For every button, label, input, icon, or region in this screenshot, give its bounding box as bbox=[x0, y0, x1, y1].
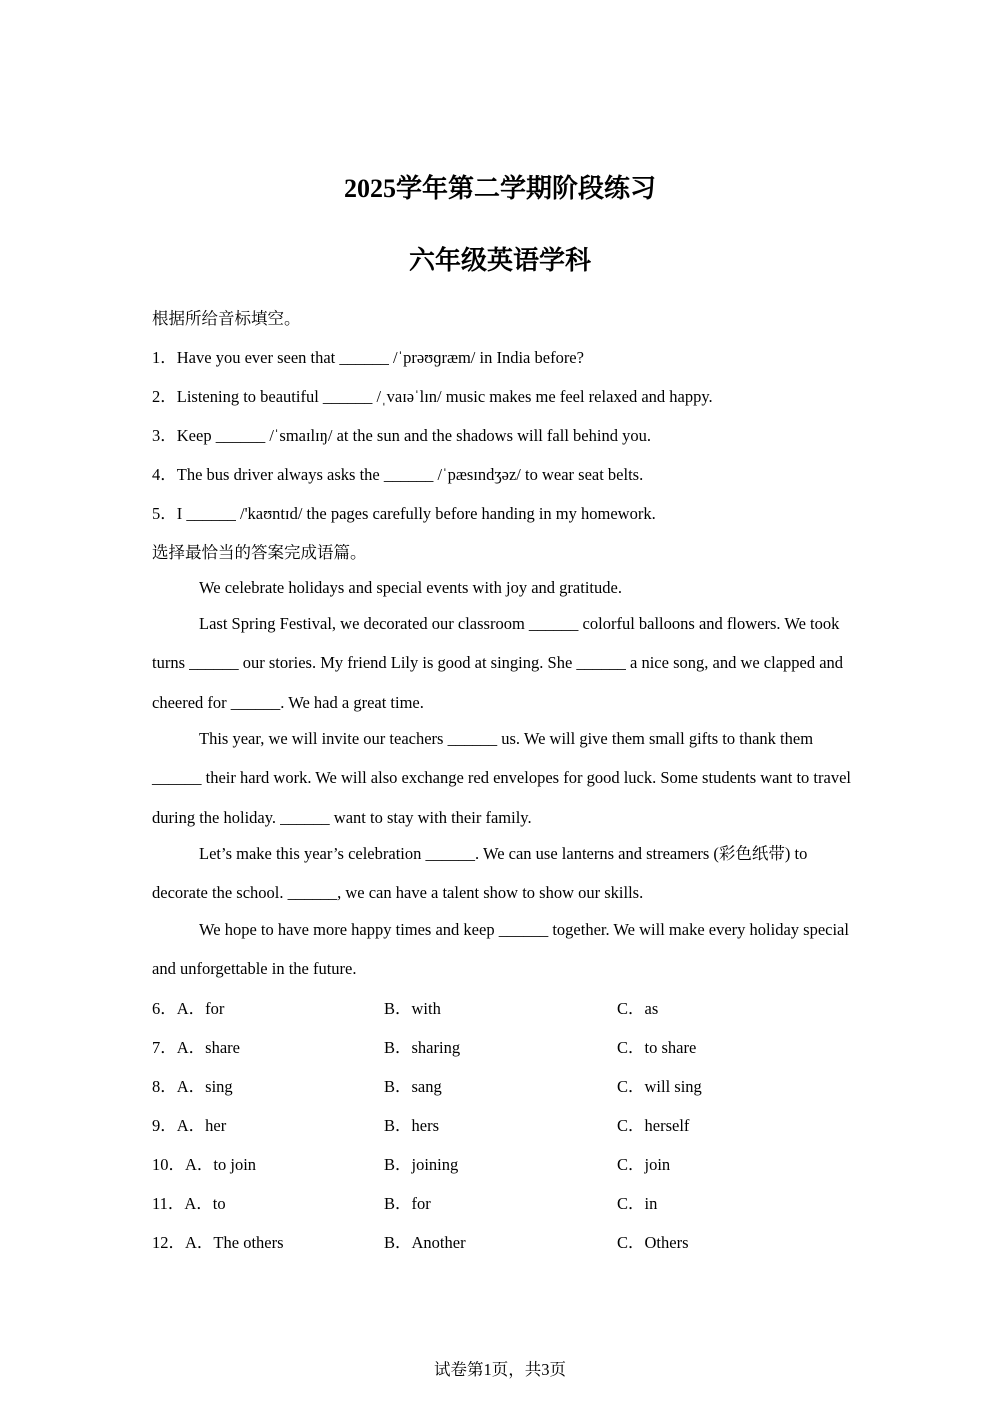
option-row bbox=[152, 1034, 852, 1056]
option-a: 9．A．her bbox=[152, 1116, 227, 1135]
option-a: 8．A．sing bbox=[152, 1077, 233, 1096]
question-5: 5．I ______ /'kaʊntɪd/ the pages carefully before handing in my homework. bbox=[152, 504, 656, 523]
option-row bbox=[152, 1151, 852, 1173]
passage-paragraph: We celebrate holidays and special events with joy and gratitude. bbox=[199, 578, 622, 597]
option-b: B．for bbox=[384, 1194, 431, 1213]
option-a: 10．A．to join bbox=[152, 1155, 257, 1174]
option-c: C．will sing bbox=[617, 1077, 702, 1096]
option-row bbox=[152, 1112, 852, 1134]
option-a: 12．A．The others bbox=[152, 1233, 284, 1252]
section1-instruction: 根据所给音标填空。 bbox=[152, 309, 301, 328]
option-c: C．to share bbox=[617, 1038, 697, 1057]
passage-paragraph: Let’s make this year’s celebration ______. We can use lanterns and streamers (彩色纸带) to decorate the school. ______, we can have a talent show to show our skills. bbox=[152, 844, 808, 903]
passage-paragraph: Last Spring Festival, we decorated our classroom ______ colorful balloons and flowers. We took turns ______ our stories. My friend Lily is good at singing. She ______ a nice song, and we clapped and cheered for ______. We had a great time. bbox=[152, 614, 844, 712]
option-c: C．Others bbox=[617, 1233, 689, 1252]
option-row bbox=[152, 995, 852, 1017]
question-2: 2．Listening to beautiful ______ /ˌvaɪəˈlɪn/ music makes me feel relaxed and happy. bbox=[152, 387, 713, 406]
option-c: C．join bbox=[617, 1155, 671, 1174]
option-row bbox=[152, 1073, 852, 1095]
option-c: C．as bbox=[617, 999, 659, 1018]
option-b: B．sang bbox=[384, 1077, 442, 1096]
option-c: C．in bbox=[617, 1194, 658, 1213]
question-4: 4．The bus driver always asks the ______ /ˈpæsɪndʒəz/ to wear seat belts. bbox=[152, 465, 644, 484]
question-1: 1．Have you ever seen that ______ /ˈprəʊɡræm/ in India before? bbox=[152, 348, 584, 367]
option-row bbox=[152, 1229, 852, 1251]
page-footer: 试卷第1页，共3页 bbox=[434, 1360, 566, 1379]
option-a: 6．A．for bbox=[152, 999, 225, 1018]
option-b: B．with bbox=[384, 999, 441, 1018]
option-b: B．Another bbox=[384, 1233, 466, 1252]
exam-title: 2025学年第二学期阶段练习 bbox=[343, 174, 656, 203]
passage-paragraph: We hope to have more happy times and keep ______ together. We will make every holiday special and unforgettable in the future. bbox=[152, 920, 849, 979]
option-row bbox=[152, 1190, 852, 1212]
option-a: 11．A．to bbox=[152, 1194, 226, 1213]
option-b: B．joining bbox=[384, 1155, 459, 1174]
passage-paragraph: This year, we will invite our teachers ______ us. We will give them small gifts to thank them ______ their hard work. We will also exchange red envelopes for good luck. Some students want to travel during the holiday. ______ want to stay with their family. bbox=[152, 729, 851, 827]
section2-instruction: 选择最恰当的答案完成语篇。 bbox=[152, 543, 367, 562]
option-b: B．hers bbox=[384, 1116, 439, 1135]
question-3: 3．Keep ______ /ˈsmaɪlɪŋ/ at the sun and the shadows will fall behind you. bbox=[152, 426, 651, 445]
option-a: 7．A．share bbox=[152, 1038, 240, 1057]
option-b: B．sharing bbox=[384, 1038, 461, 1057]
exam-subtitle: 六年级英语学科 bbox=[408, 246, 591, 275]
option-c: C．herself bbox=[617, 1116, 690, 1135]
